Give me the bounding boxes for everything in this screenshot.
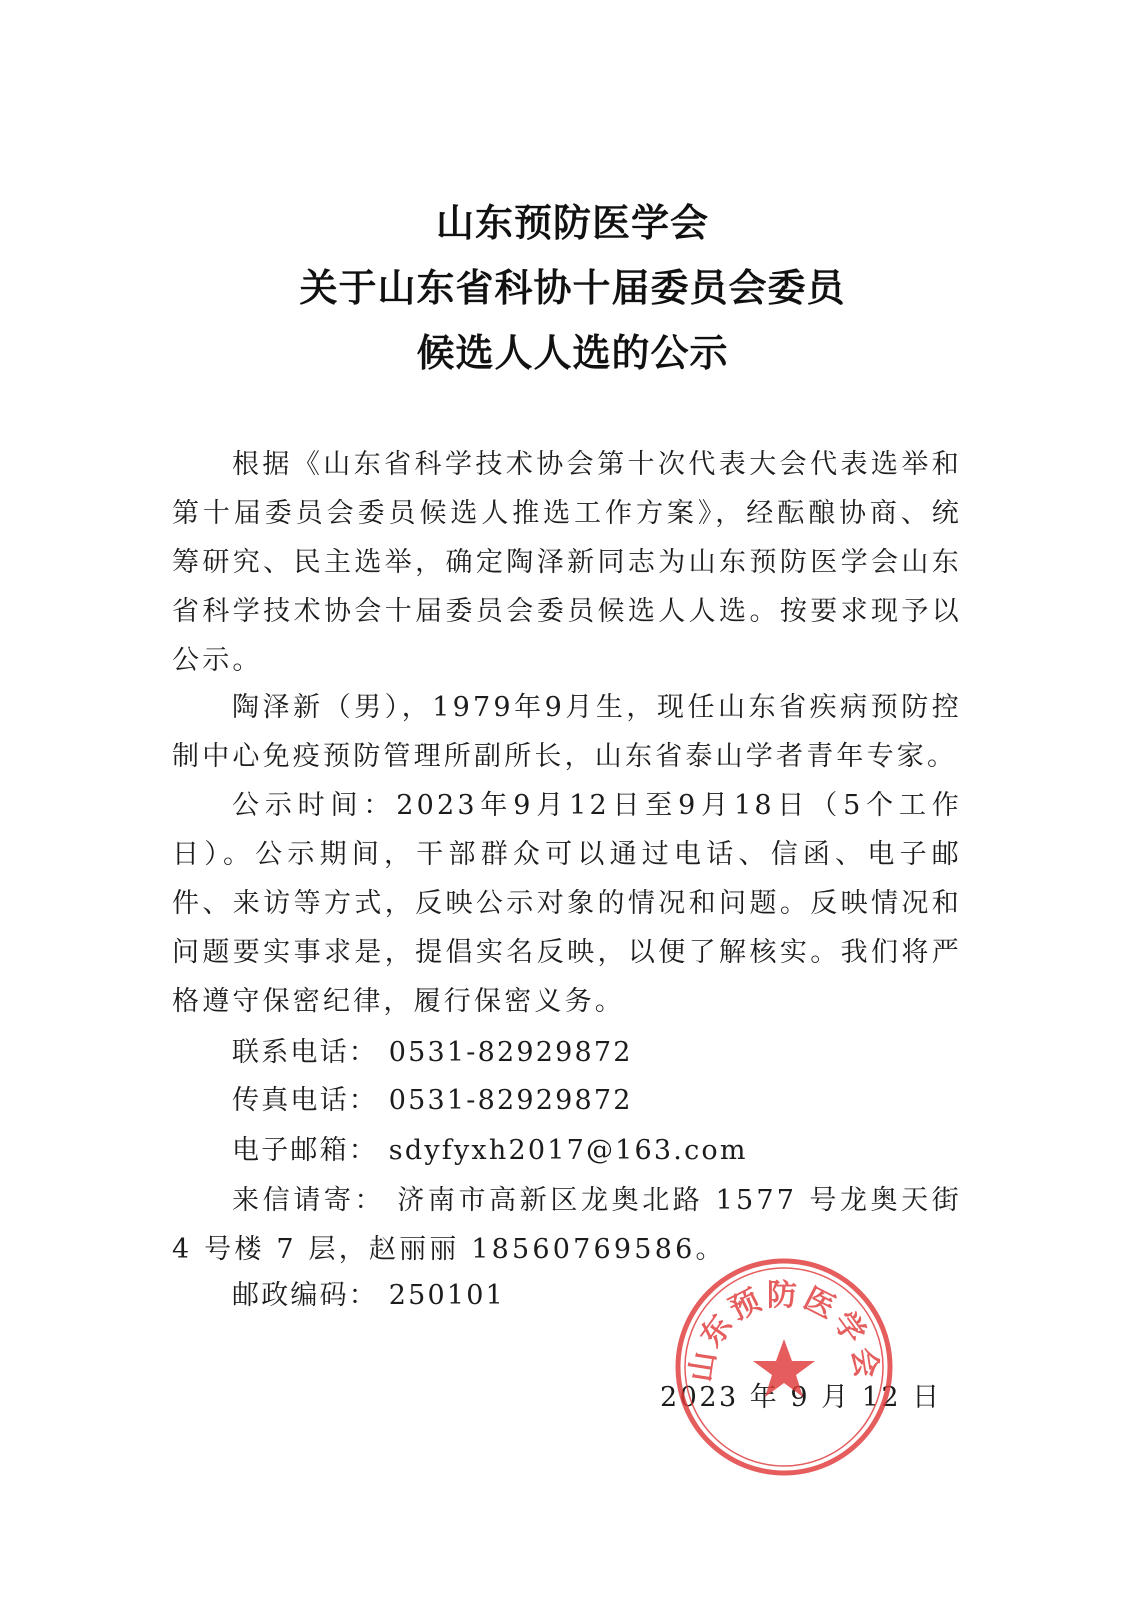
paragraph-candidate (172, 683, 962, 781)
contact-fax: 传真电话： 0531-82929872 (232, 1085, 633, 1116)
seal-text: 山东预防医学会 (683, 1278, 885, 1385)
title-line-3: 候选人人选的公示 (416, 330, 729, 375)
contact-address-text: 来信请寄： 济南市高新区龙奥北路 1577 号龙奥天街 4 号楼 7 层，赵丽丽 18560769586。 (172, 1185, 962, 1265)
title-line-1: 山东预防医学会 (435, 200, 709, 245)
seal-star-icon (753, 1339, 815, 1397)
contact-zip: 邮政编码： 250101 (232, 1280, 506, 1311)
document-date: 2023 年 9 月 12 日 (660, 1382, 942, 1413)
title-line-2: 关于山东省科协十届委员会委员 (299, 265, 846, 310)
paragraph-notice-period-text: 公示时间：2023年9月12日至9月18日（5个工作日）。公示期间，干部群众可以通过电话、信函、电子邮件、来访等方式，反映公示对象的情况和问题。反映情况和问题要实事求是，提倡实名反映，以便了解核实。我们将严格遵守保密纪律，履行保密义务。 (172, 790, 962, 1017)
official-seal-stamp (672, 1255, 896, 1479)
paragraph-basis (172, 440, 962, 685)
contact-phone: 联系电话： 0531-82929872 (232, 1037, 633, 1068)
paragraph-basis-text: 根据《山东省科学技术协会第十次代表大会代表选举和第十届委员会委员候选人推选工作方案》，经酝酿协商、统筹研究、民主选举，确定陶泽新同志为山东预防医学会山东省科学技术协会十届委员会委员候选人人选。按要求现予以公示。 (172, 449, 962, 676)
contact-email: 电子邮箱： sdyfyxh2017@163.com (232, 1135, 748, 1166)
paragraph-candidate-text: 陶泽新（男），1979年9月生，现任山东省疾病预防控制中心免疫预防管理所副所长，山东省泰山学者青年专家。 (172, 692, 962, 772)
paragraph-notice-period (172, 781, 962, 1026)
